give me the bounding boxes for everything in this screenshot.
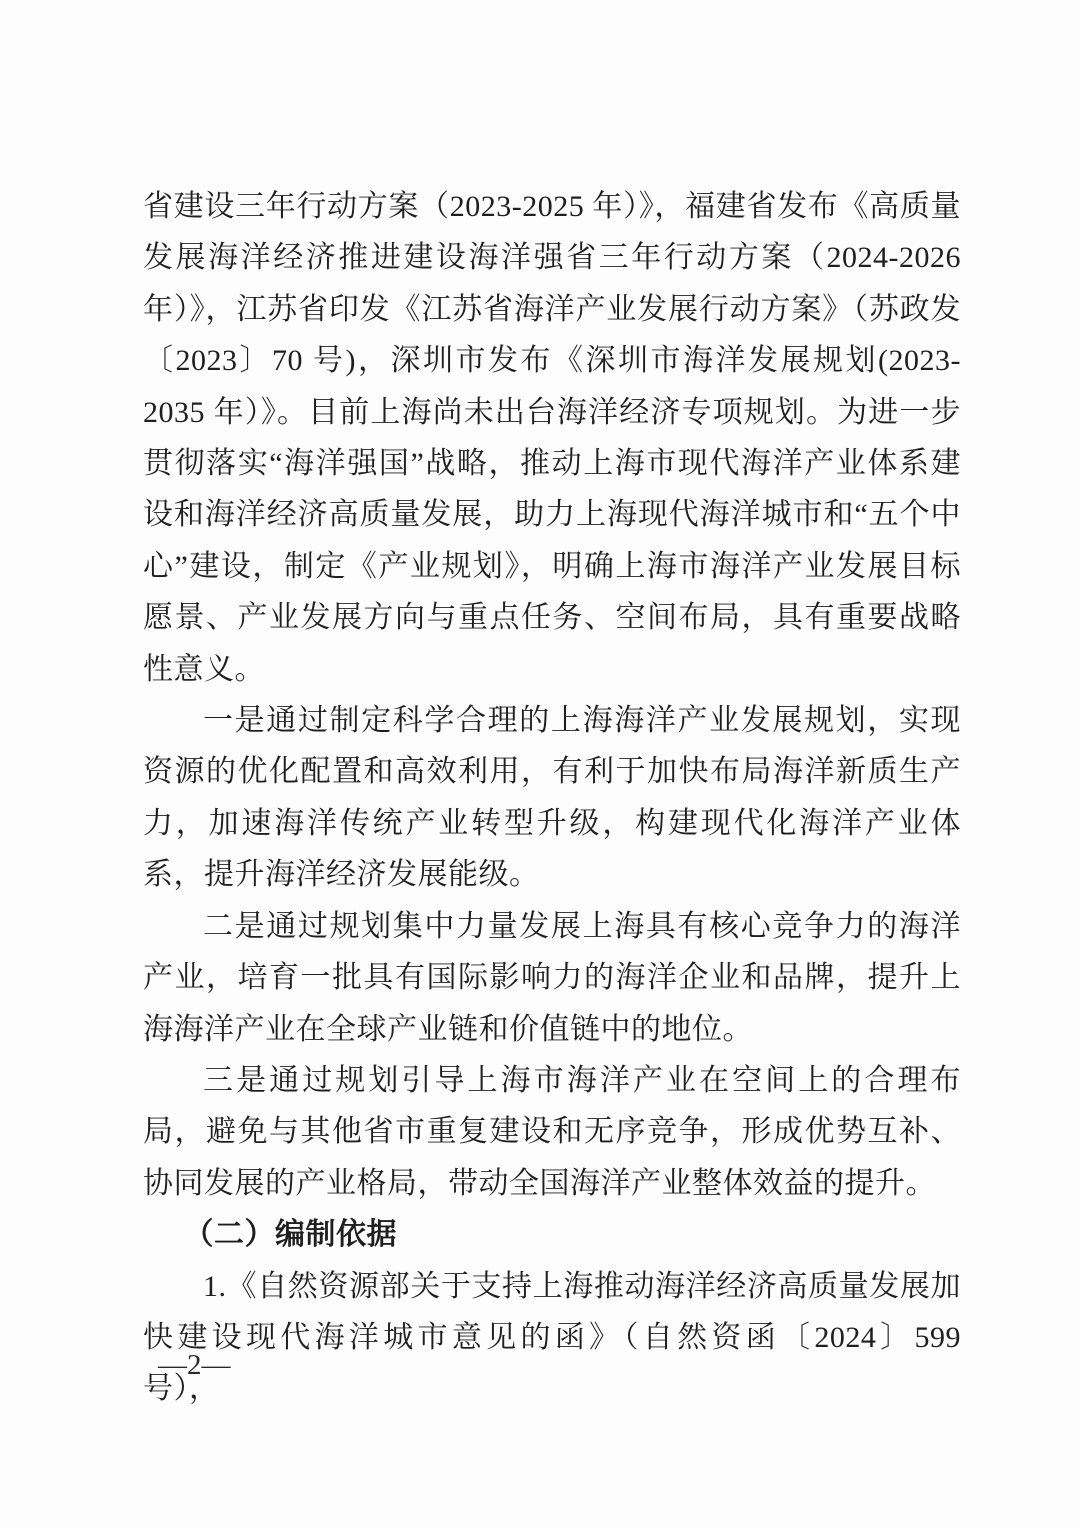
paragraph-continuation: 省建设三年行动方案（2023-2025 年）》，福建省发布《高质量发展海洋经济推进建设海洋强省三年行动方案（2024-2026 年）》，江苏省印发《江苏省海洋产业发展行动方案》（苏政发〔2023〕70 号)，深圳市发布《深圳市海洋发展规划(2023-2035 年）》。目前上海尚未出台海洋经济专项规划。为进一步贯彻落实“海洋强国”战略，推动上海市现代海洋产业体系建设和海洋经济高质量发展，助力上海现代海洋城市和“五个中心”建设，制定《产业规划》，明确上海市海洋产业发展目标愿景、产业发展方向与重点任务、空间布局，具有重要战略性意义。	[143, 190, 961, 686]
page-number: —2—	[158, 1349, 231, 1381]
paragraph-basis-item-1: 1.《自然资源部关于支持上海推动海洋经济高质量发展加快建设现代海洋城市意见的函》（自然资函〔2024〕599 号），	[143, 1269, 961, 1406]
paragraph-point-three: 三是通过规划引导上海市海洋产业在空间上的合理布局，避免与其他省市重复建设和无序竞争，形成优势互补、协同发展的产业格局，带动全国海洋产业整体效益的提升。	[143, 1063, 961, 1200]
document-body	[143, 181, 961, 1415]
page-footer	[158, 1348, 231, 1382]
section-heading-compilation-basis: （二）编制依据	[183, 1218, 397, 1252]
paragraph-point-one: 一是通过制定科学合理的上海海洋产业发展规划，实现资源的优化配置和高效利用，有利于加快布局海洋新质生产力，加速海洋传统产业转型升级，构建现代化海洋产业体系，提升海洋经济发展能级。	[143, 704, 961, 892]
paragraph-point-two: 二是通过规划集中力量发展上海具有核心竞争力的海洋产业，培育一批具有国际影响力的海洋企业和品牌，提升上海海洋产业在全球产业链和价值链中的地位。	[143, 909, 961, 1046]
